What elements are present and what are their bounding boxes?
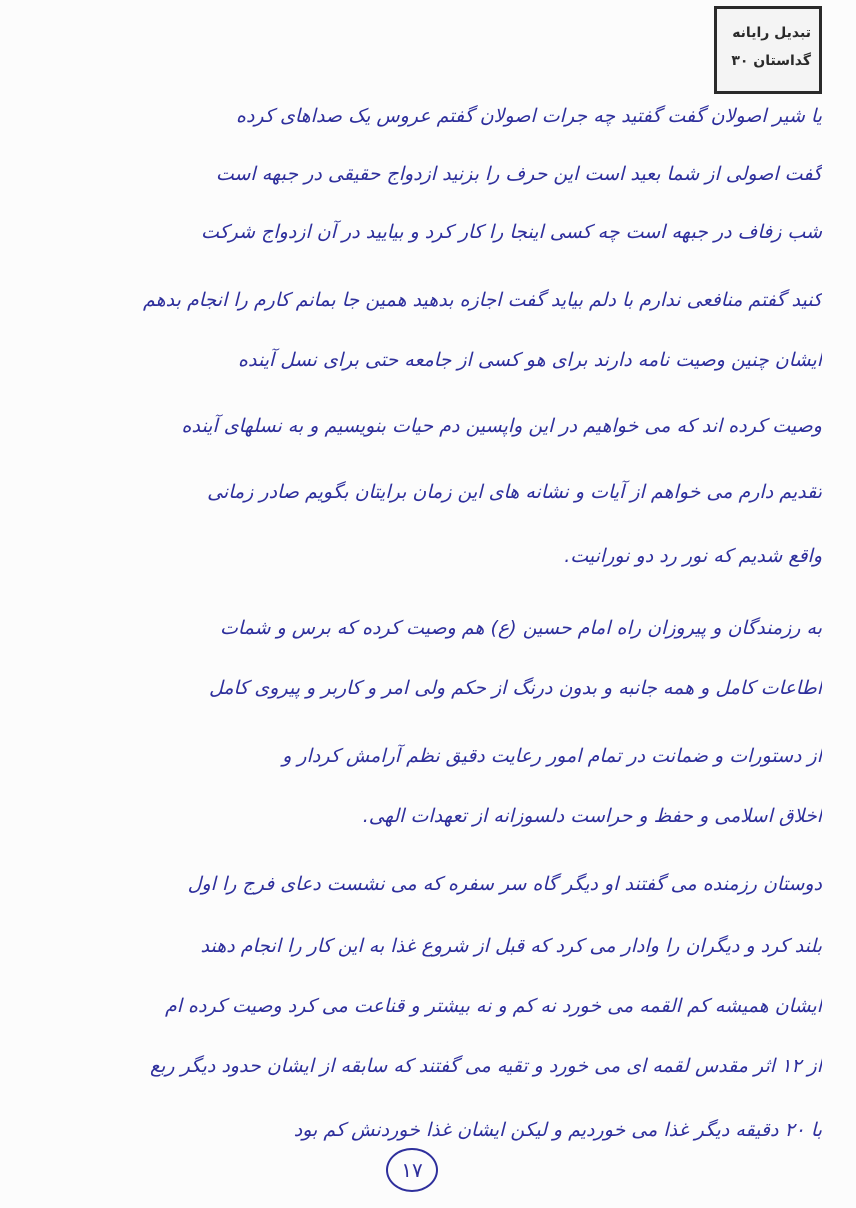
text-line: گفت اصولی از شما بعید است این حرف را بزنید ازدواج حقیقی در جبهه است <box>215 163 822 185</box>
text-line: به رزمندگان و پیروزان راه امام حسین (ع) هم وصیت کرده که برس و شمات <box>219 617 822 639</box>
transcription-stamp <box>714 6 822 94</box>
text-line: کنید گفتم منافعی ندارم با دلم بیاید گفت اجازه بدهید همین جا بمانم کارم را انجام بدهم <box>143 289 822 311</box>
text-line: دوستان رزمنده می گفتند او دیگر گاه سر سفره که می نشست دعای فرج را اول <box>187 873 822 895</box>
text-line: وصیت کرده اند که می خواهیم در این واپسین دم حیات بنویسیم و به نسلهای آینده <box>181 415 822 437</box>
stamp-line-2: گداستان ۳۰ <box>731 53 811 69</box>
text-line: از ۱۲ اثر مقدس لقمه ای می خورد و تقیه می گفتند که سابقه از ایشان حدود دیگر ربع <box>149 1055 822 1077</box>
text-line: یا شیر اصولان گفت گفتید چه جرات اصولان گفتم عروس یک صداهای کرده <box>236 105 822 127</box>
text-line: ایشان چنین وصیت نامه دارند برای هو کسی از جامعه حتی برای نسل آینده <box>238 349 822 371</box>
text-line: واقع شدیم که نور رد دو نورانیت. <box>564 545 822 567</box>
text-line: اطاعات کامل و همه جانبه و بدون درنگ از حکم ولی امر و کاربر و پیروی کامل <box>208 677 822 699</box>
stamp-line-1: تبدیل رایانه <box>732 25 811 41</box>
text-line: اخلاق اسلامی و حفظ و حراست دلسوزانه از تعهدات الهی. <box>362 805 822 827</box>
text-line: ایشان همیشه کم القمه می خورد نه کم و نه بیشتر و قناعت می کرد وصیت کرده ام <box>164 995 822 1017</box>
page-number: ۱۷ <box>386 1148 438 1192</box>
text-line: تقدیم دارم می خواهم از آیات و نشانه های این زمان برایتان بگویم صادر زمانی <box>207 481 822 503</box>
text-line: با ۲۰ دقیقه دیگر غذا می خوردیم و لیکن ایشان غذا خوردنش کم بود <box>293 1119 822 1141</box>
text-line: از دستورات و ضمانت در تمام امور رعایت دقیق نظم آرامش کردار و <box>282 745 822 767</box>
text-line: شب زفاف در جبهه است چه کسی اینجا را کار کرد و بیایید در آن ازدواج شرکت <box>200 221 822 243</box>
text-line: بلند کرد و دیگران را وادار می کرد که قبل از شروع غذا به این کار را انجام دهند <box>200 935 822 957</box>
